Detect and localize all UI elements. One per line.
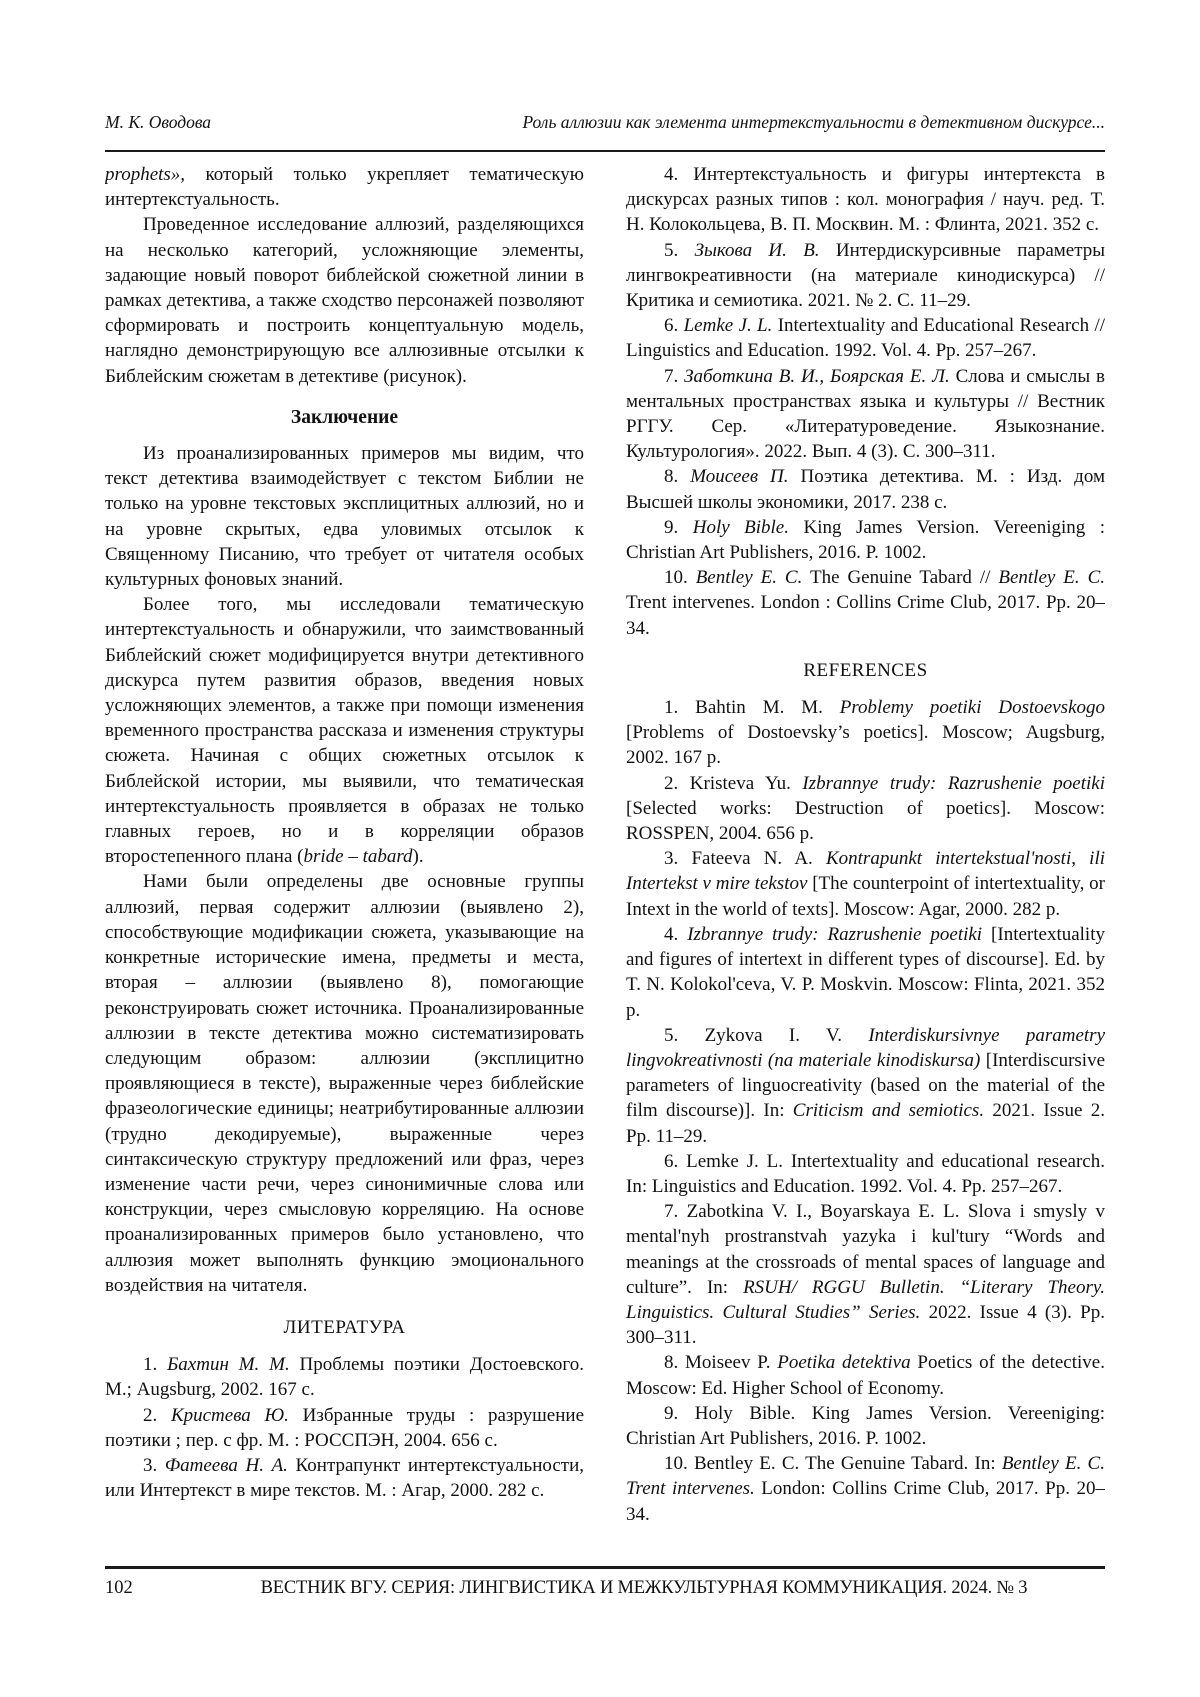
literature-item: 10. Bentley E. C. The Genuine Tabard // Bentley E. C. Trent intervenes. London : Collins Crime Club, 2017. Pp. 20–34. [626,567,1105,639]
reference-item: 9. Holy Bible. King James Version. Vereeniging: Christian Art Publishers, 2016. P. 1002. [626,1402,1105,1449]
paragraph: Более того, мы исследовали тематическую интертекстуальность и обнаружили, что заимствованный Библейский сюжет модифицируется внутри детективного дискурса путем развития образов, введения новых усложняющих элементов, а также при помощи изменения временного пространства рассказа и изменения структуры сюжета. Начиная с общих сюжетных отсылок к Библейской истории, мы выявили, что тематическая интертекстуальность проявляется в образах не только главных героев, но и в корреляции образов второстепенного плана (bride – tabard). [105,594,584,868]
two-column-body [105,162,1105,1554]
page-number: 102 [105,1577,133,1598]
literature-item: 3. Фатеева Н. А. Контрапункт интертекстуальности, или Интертекст в мире текстов. М. : Агар, 2000. 282 с. [105,1454,585,1502]
reference-item: 8. Moiseev P. Poetika detektiva Poetics of the detective. Moscow: Ed. Higher School of Economy. [626,1352,1105,1399]
literature-heading: ЛИТЕРАТУРА [283,1316,406,1338]
running-header-author: М. К. Оводова [105,112,212,132]
reference-item: 7. Zabotkina V. I., Boyarskaya E. L. Slova i smysly v mental'nyh prostranstvah yazyka i kul'tury “Words and meanings at the crossroads of mental spaces of language and culture”. In: RSUH/ RGGU Bulletin. “Literary Theory. Linguistics. Cultural Studies” Series. 2022. Issue 4 (3). Pp. 300–311. [626,1201,1105,1349]
paragraph: Из проанализированных примеров мы видим, что текст детектива взаимодействует с текстом Библии не только на уровне текстовых эксплицитных аллюзий, но и на уровне скрытых, едва уловимых отсылок к Священному Писанию, что требует от читателя особых культурных фоновых знаний. [105,443,584,591]
journal-line: ВЕСТНИК ВГУ. СЕРИЯ: ЛИНГВИСТИКА И МЕЖКУЛЬТУРНАЯ КОММУНИКАЦИЯ. 2024. № 3 [260,1577,1028,1598]
references-heading: REFERENCES [803,659,928,681]
reference-item: 4. Izbrannye trudy: Razrushenie poetiki [Intertextuality and figures of intertext in different types of discourse]. Ed. by T. N. Kolokol'ceva, V. P. Moskvin. Moscow: Flinta, 2021. 352 p. [626,923,1105,1021]
literature-item: 8. Моисеев П. Поэтика детектива. М. : Изд. дом Высшей школы экономики, 2017. 238 с. [626,466,1105,513]
page-content [105,0,1105,1554]
literature-item: 2. Кристева Ю. Избранные труды : разрушение поэтики ; пер. с фр. М. : РОССПЭН, 2004. 656 с. [105,1404,585,1451]
running-header [105,112,1105,133]
right-column [626,162,1105,1554]
running-header-title: Роль аллюзии как элемента интертекстуальности в детективном дискурсе... [522,112,1105,132]
paragraph: Нами были определены две основные группы аллюзий, первая содержит аллюзии (выявлено 2), способствующие модификации сюжета, указывающие на конкретные исторические имена, предметы и места, вторая – аллюзии (выявлено 8), помогающие реконструировать сюжет источника. Проанализированные аллюзии в тексте детектива можно систематизировать следующим образом: аллюзии (эксплицитно проявляющиеся в тексте), выраженные через библейские фразеологические единицы; неатрибутированные аллюзии (трудно декодируемые), выраженные через синтаксическую структуру предложений или фраз, через изменение части речи, через синонимичные слова или конструкции, через смысловую корреляцию. На основе проанализированных примеров было установлено, что аллюзия может выполнять функцию эмоционального воздействия на читателя. [105,871,584,1296]
reference-item: 2. Kristeva Yu. Izbrannye trudy: Razrushenie poetiki [Selected works: Destruction of poetics]. Moscow: ROSSPEN, 2004. 656 p. [626,772,1105,845]
reference-item: 5. Zykova I. V. Interdiskursivnye parametry lingvokreativnosti (na materiale kinodiskursa) [Interdiscursive parameters of linguocreativity (based on the material of the film discourse)]. In: Criticism and semiotics. 2021. Issue 2. Pp. 11–29. [626,1024,1105,1147]
literature-item: 6. Lemke J. L. Intertextuality and Educational Research // Linguistics and Education. 1992. Vol. 4. Pp. 257–267. [626,315,1105,362]
paragraph: Проведенное исследование аллюзий, разделяющихся на несколько категорий, усложняющие элементы, задающие новый поворот библейской сюжетной линии в рамках детектива, а также сходство персонажей позволяют сформировать и построить концептуальную модель, наглядно демонстрирующую все аллюзивные отсылки к Библейским сюжетам в детективе (рисунок). [105,214,584,387]
page-footer [105,1566,1105,1599]
literature-item: 9. Holy Bible. King James Version. Vereeniging : Christian Art Publishers, 2016. P. 1002. [626,516,1105,564]
header-rule [105,150,1105,152]
reference-item: 6. Lemke J. L. Intertextuality and educational research. In: Linguistics and Education. 1992. Vol. 4. Pp. 257–267. [626,1150,1105,1197]
reference-item: 10. Bentley E. C. The Genuine Tabard. In: Bentley E. C. Trent intervenes. London: Collins Crime Club, 2017. Pp. 20–34. [626,1453,1105,1525]
literature-item: 7. Заботкина В. И., Боярская Е. Л. Слова и смыслы в ментальных пространствах языка и культуры // Вестник РГГУ. Сер. «Литературоведение. Языкознание. Культурология». 2022. Вып. 4 (3). С. 300–311. [626,365,1105,463]
reference-item: 3. Fateeva N. A. Kontrapunkt intertekstual'nosti, ili Intertekst v mire tekstov [The counterpoint of intertextuality, or Intext in the world of texts]. Moscow: Agar, 2000. 282 p. [626,848,1105,920]
footer-row [105,1578,1105,1599]
literature-item: 1. Бахтин М. М. Проблемы поэтики Достоевского. М.; Augsburg, 2002. 167 с. [105,1354,584,1401]
footer-rule [105,1566,1105,1569]
conclusion-heading: Заключение [290,406,399,428]
paragraph-continuation: prophets», который только укрепляет тематическую интертекстуальность. [105,164,584,211]
reference-item: 1. Bahtin M. M. Problemy poetiki Dostoevskogo [Problems of Dostoevsky’s poetics]. Moscow; Augsburg, 2002. 167 p. [626,697,1105,769]
literature-item: 4. Интертекстуальность и фигуры интертекста в дискурсах разных типов : кол. монография / науч. ред. Т. Н. Колокольцева, В. П. Москвин. М. : Флинта, 2021. 352 с. [626,164,1105,236]
left-column [105,162,584,1554]
literature-item: 5. Зыкова И. В. Интердискурсивные параметры лингвокреативности (на материале кинодискурса) // Критика и семиотика. 2021. № 2. С. 11–29. [626,239,1105,312]
